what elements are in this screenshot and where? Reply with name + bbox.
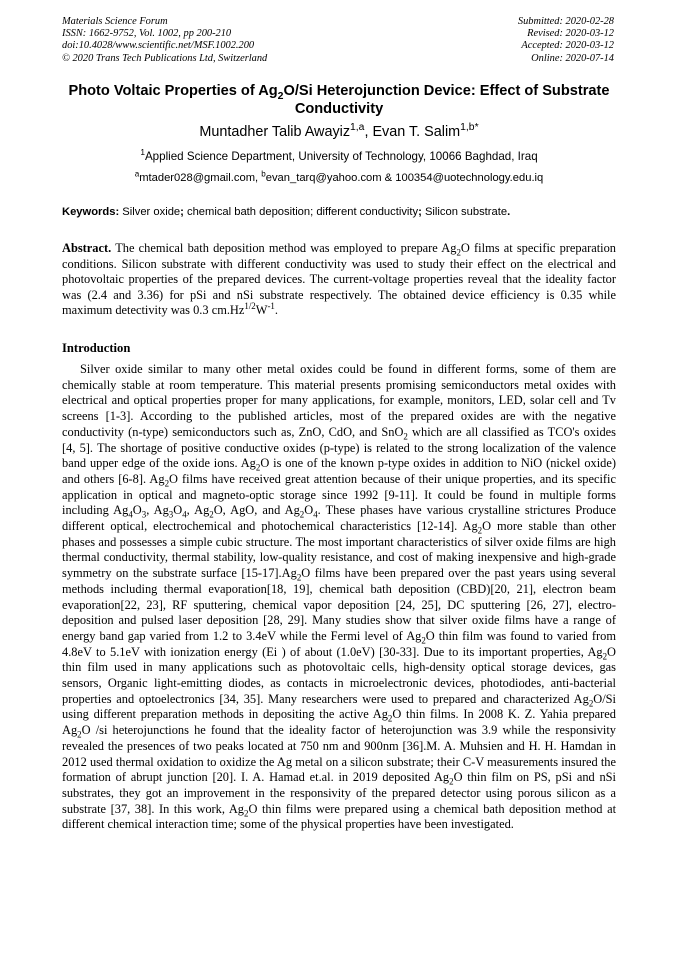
abstract-text: . xyxy=(274,303,278,318)
body-text: . These phases have various crystalline strictures Produce different optical, electrochemical and photochemical characteristics [12-14]. Ag xyxy=(62,503,616,534)
body-text: O is one of the known p-type oxides in addition to NiO (nickel oxide) and others [6-8]. Ag xyxy=(62,456,617,486)
subscript: 2 xyxy=(299,509,305,520)
subscript: 2 xyxy=(77,729,82,740)
email-mark: a xyxy=(134,169,140,179)
body-text: O thin film was found to varied from 4.8eV to 5.1eV with ionization energy (Ei ) of about (1.0eV) [30-33]. Due to its important properties, Ag xyxy=(62,628,616,659)
journal-name: Materials Science Forum xyxy=(62,16,168,27)
keyword-text: Silver oxide xyxy=(119,206,181,218)
superscript: -1 xyxy=(267,301,275,312)
email-mark: b xyxy=(261,169,266,179)
affiliation-text: Applied Science Department, University of Technology, 10066 Baghdad, Iraq xyxy=(144,150,538,163)
author-name: Evan T. Salim xyxy=(372,124,461,140)
journal-header-right xyxy=(518,16,614,65)
abstract-text: W xyxy=(255,303,268,318)
title-part: Photo Voltaic Properties of Ag xyxy=(68,83,278,99)
subscript: 2 xyxy=(296,572,302,583)
author-affiliation-mark: 1,b* xyxy=(460,122,479,134)
body-text: O xyxy=(132,503,142,518)
subscript: 2 xyxy=(209,509,214,520)
keyword-end: . xyxy=(507,206,511,218)
author-separator: , xyxy=(364,124,373,140)
superscript: 1/2 xyxy=(244,301,256,312)
subscript: 2 xyxy=(602,651,608,662)
author-affiliation-mark: 1,a xyxy=(350,122,365,134)
keyword-separator: ; xyxy=(180,206,187,218)
body-text: O films have been prepared over the past years using several methods including thermal evaporation[18, 19], chemical bath deposition (CBD)[20, 21], electron beam evaporation[22, 23], RF sputtering, chemical vapor deposition [24, 25], DC sputtering [26, 27], electro-deposition and pulsed laser deposition [28, 29]. Many studies show that silver oxide films have a range of energy band gap varied from 1.2 to 3.4eV while the Fermi level of Ag xyxy=(62,566,616,643)
subscript: 4 xyxy=(182,509,187,520)
subscript: 2 xyxy=(477,525,483,536)
subscript: 2 xyxy=(588,698,594,709)
subscript: 2 xyxy=(403,431,408,442)
keyword-separator: ; xyxy=(418,206,425,218)
subscript: 2 xyxy=(421,635,426,646)
subscript: 4 xyxy=(128,509,133,520)
affiliation-mark: 1 xyxy=(140,147,145,158)
title-part: O/Si Heterojunction Device: Effect of Substrate Conductivity xyxy=(283,83,610,117)
body-text: O films have received great attention because of their unique properties, and its specific application in optical and magneto-optic storage since 1992 [9-11]. It could be found in multiple forms including Ag xyxy=(62,471,616,518)
subscript: 4 xyxy=(313,509,318,520)
submitted-date: Submitted: 2020-02-28 xyxy=(517,16,614,27)
body-text: , Ag xyxy=(146,503,169,518)
title-subscript: 2 xyxy=(277,89,284,102)
subscript: 2 xyxy=(456,247,461,258)
subscript: 2 xyxy=(164,478,170,489)
subscript: 2 xyxy=(387,713,393,724)
abstract-text: O films at specific preparation conditions. Silicon substrate with different conductivity was used to study their effect on the electrical and photovoltaic properties of the prepared devices. The current-voltage properties reveal that the ideality factor was (2.4 and 3.36) for pSi and nSi substrate respectively. The obtained device efficiency is 0.35 while maximum detectivity was 0.3 cm.Hz xyxy=(62,241,616,318)
body-text: O more stable than other phases and possesses a simple cubic structure. The most important characteristics of silver oxide films are high thermal conductivity, thermal stability, low-quality resistance, and cost of making inexpensive and high-grade symmetry on the substrate surface [15-17].Ag xyxy=(62,519,616,581)
body-text: O xyxy=(304,503,314,518)
journal-header-left xyxy=(62,16,267,65)
body-text: , Ag xyxy=(186,503,210,518)
email-line xyxy=(62,169,616,184)
revised-date: Revised: 2020-03-12 xyxy=(527,28,614,40)
author-list xyxy=(62,124,616,140)
issn-line: ISSN: 1662-9752, Vol. 1002, pp 200-210 xyxy=(62,28,232,40)
email-address[interactable]: evan_tarq@yahoo.com & 100354@uotechnology.edu.iq xyxy=(265,172,544,184)
keyword-text: Silicon substrate xyxy=(424,206,508,218)
accepted-date: Accepted: 2020-03-12 xyxy=(521,40,614,52)
body-text: Silver oxide similar to many other metal oxides could be found in different forms, some of them are chemically stable at room temperature. This material presents promising semiconductors metal oxides with electrical and optical properties proper for many applications, for example, monitors, LED, solar cell and Tv screens [1-3]. According to the published articles, most of the prepared oxides are with the negative conductivity (n-type) semiconductors such as, ZnO, CdO, and SnO xyxy=(62,362,616,439)
abstract xyxy=(62,241,616,319)
keywords-label: Keywords: xyxy=(62,206,120,218)
abstract-text: The chemical bath deposition method was employed to prepare Ag xyxy=(111,241,457,255)
introduction-paragraph xyxy=(62,362,616,833)
author-name: Muntadher Talib Awayiz xyxy=(199,124,351,140)
body-text: O thin films. In 2008 K. Z. Yahia prepared Ag xyxy=(62,707,616,738)
body-text: O xyxy=(173,503,183,518)
keywords xyxy=(62,206,616,218)
subscript: 3 xyxy=(168,509,174,520)
online-date: Online: 2020-07-14 xyxy=(531,52,614,64)
affiliation xyxy=(62,147,616,163)
body-text: O, AgO, and Ag xyxy=(213,503,300,518)
copyright-line: © 2020 Trans Tech Publications Ltd, Switzerland xyxy=(62,52,268,64)
body-text: which are all classified as TCO's oxides [4, 5]. The shortage of positive conductive oxides (p-type) is related to the strong localization of the valence band upper edge of the oxide ions. Ag xyxy=(62,424,616,471)
body-text: O thin films were prepared using a chemical bath deposition method at different chemical interaction time; some of the physical properties have been investigated. xyxy=(62,801,617,832)
abstract-label: Abstract. xyxy=(62,241,112,255)
keyword-text: chemical bath deposition; different conductivity xyxy=(186,206,419,218)
email-address[interactable]: mtader028@gmail.com, xyxy=(139,172,262,184)
paper-title xyxy=(62,82,616,118)
doi-line: doi:10.4028/www.scientific.net/MSF.1002.200 xyxy=(62,40,255,52)
body-text: O thin film used in many applications such as photovoltaic cells, high-density optical storage devices, gas sensors, Organic light-emitting diodes, as contacts in microelectronic devices, photodiodes, anti-bacterial properties and optoelectronics [34, 35]. Many researchers were used to prepared and characterized Ag xyxy=(62,644,616,706)
section-heading-introduction: Introduction xyxy=(62,341,131,355)
subscript: 3 xyxy=(141,509,147,520)
body-text: O/Si using different preparation methods in depositing the active Ag xyxy=(62,691,616,722)
subscript: 2 xyxy=(255,462,261,473)
subscript: 2 xyxy=(243,808,249,819)
body-text: O /si heterojunctions he found that the ideality factor of heterojunction was 3.9 while the responsivity revealed the presences of two peaks located at 750 nm and 900nm [36].M. A. Muhsien and H. H. Hamdan in 2012 used thermal oxidation to oxidize the Ag metal on a silicon substrate; their C-V measurements insured the formation of abrupt junction [20]. I. A. Hamad et.al. in 2019 deposited Ag xyxy=(62,723,616,785)
subscript: 2 xyxy=(449,776,454,787)
body-text: O thin film on PS, pSi and nSi substrates, they got an improvement in the responsivity of the prepared detector using porous silicon as a substrate [37, 38]. In this work, Ag xyxy=(62,770,616,816)
